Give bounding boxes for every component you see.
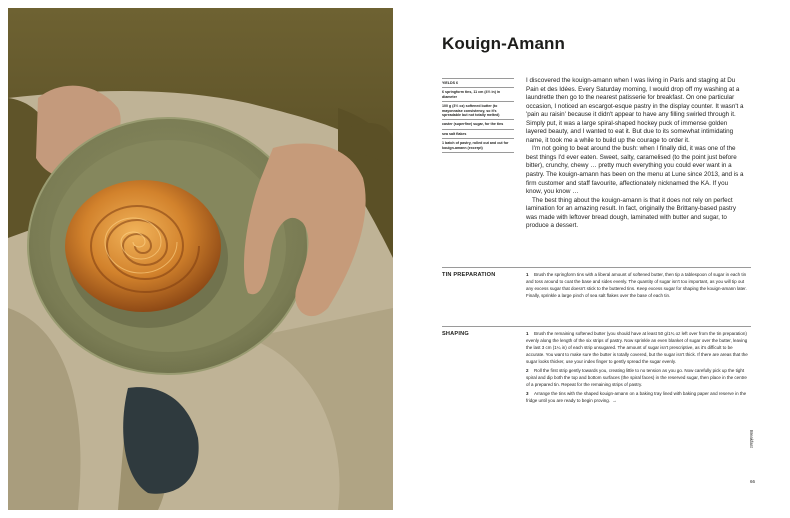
tin-preparation-section (442, 267, 751, 324)
recipe-page (393, 0, 790, 518)
step-number: 2 (526, 367, 529, 373)
step-number: 1 (526, 272, 529, 277)
ingredient-item: 1 batch of pastry, rolled out and cut for kouign-amann (excerpt) (442, 138, 514, 153)
intro-paragraph: I'm not going to beat around the bush: when I finally did, it was one of the best things I'd ever eaten. Sweet, salty, caramelised (to the point just before bitter), crunchy, chewy … pretty much everything you could ever want in a pastry. The kouign-amann has been on the menu at Lune since 2013, and is a firm customer and staff favourite, affectionately nicknamed the KA. If you know, you know … (526, 145, 744, 196)
intro-paragraph: The best thing about the kouign-amann is that it does not rely on perfect lamination for an amazing result. In fact, originally the Brittany-based pastry was made with leftover bread dough, laminated with butter and sugar, to produce a dessert. (526, 196, 736, 230)
section-body (526, 271, 748, 301)
step-text: Brush the remaining softened butter (you should have at least 50 g/1¾ oz left over from the tin preparation) evenly along the length of the six strips of pastry. Now sprinkle an even blanket of sugar over the butter, leaving the last 3 cm (1¼ in) of each strip unsugared. The amount of sugar isn't prescriptive, as it's difficult to be accurate. You want to make sure the butter is totally covered, but the sugar isn't thick. If there are areas that the sugar looks thicker, use your index finger to gently spread the sugar evenly. (526, 331, 748, 365)
kouign-amann-photo (8, 8, 393, 510)
step-number: 1 (526, 331, 529, 336)
recipe-title: Kouign-Amann (442, 34, 566, 53)
ingredient-item: sea salt flakes (442, 129, 514, 138)
section-body (526, 330, 748, 405)
step-text: Roll the first strip gently towards you, creating little to no tension as you go. Now carefully pick up the tight spiral and dip both the top and bottom surfaces (the spiral faces) in the reserved sugar, then place in the centre of a prepared tin. Repeat for the remaining strips of pastry. (526, 367, 747, 388)
shaping-section (442, 326, 751, 439)
method-step (526, 390, 748, 404)
intro-paragraph: I discovered the kouign-amann when I was living in Paris and staging at Du Pain et des Idées. Every Saturday morning, I would drop off my washing at a laundrette then go to the nearest patisserie for breakfast. On one particular occasion, I noticed an escargot-esque pastry in the display counter. It wasn't a 'pain au raisin' because it didn't appear to have any filling swirled through it. Simply put, it was a large spiral-shaped hockey puck of immense golden layered beauty, and I wanted to eat it. But due to its somewhat intimidating name, it took me a while to build up the courage to order it. (526, 77, 744, 144)
section-label: SHAPING (442, 331, 469, 337)
ingredient-item: 100 g (3½ oz) softened butter (to mayonnaise consistency, so it's spreadable but not totally melted) (442, 101, 514, 119)
method-step (526, 271, 748, 299)
ingredient-item: caster (superfine) sugar, for the tins (442, 119, 514, 128)
ingredient-item: 6 springform tins, 11 cm (4½ in) in diameter (442, 87, 514, 101)
chapter-side-tab: Breakfast (749, 430, 754, 448)
recipe-introduction (526, 77, 744, 231)
step-text: Arrange the tins with the shaped kouign-amann on a baking tray lined with baking paper and reserve in the fridge until you are ready to begin proving. (526, 390, 747, 403)
page-number: 66 (750, 479, 756, 484)
ingredients-list (442, 78, 514, 153)
section-label: TIN PREPARATION (442, 272, 496, 278)
step-number: 3 (526, 390, 529, 396)
ingredient-yield: YIELDS 6 (442, 78, 514, 87)
method-step (526, 367, 748, 388)
method-step (526, 330, 748, 365)
step-text: Brush the springform tins with a liberal amount of softened butter, then tip a tablespoon of sugar in each tin and toss around to coat the base and sides evenly. The quantity of sugar isn't too important, as you will tip out any excess sugar that doesn't stick to the buttered tins. Keep excess sugar for shaping the kouign-amann later. Finally, sprinkle a large pinch of sea salt flakes over the base of each tin. (526, 272, 747, 299)
photo-illustration (8, 8, 393, 510)
continue-arrow-icon: → (612, 397, 617, 403)
